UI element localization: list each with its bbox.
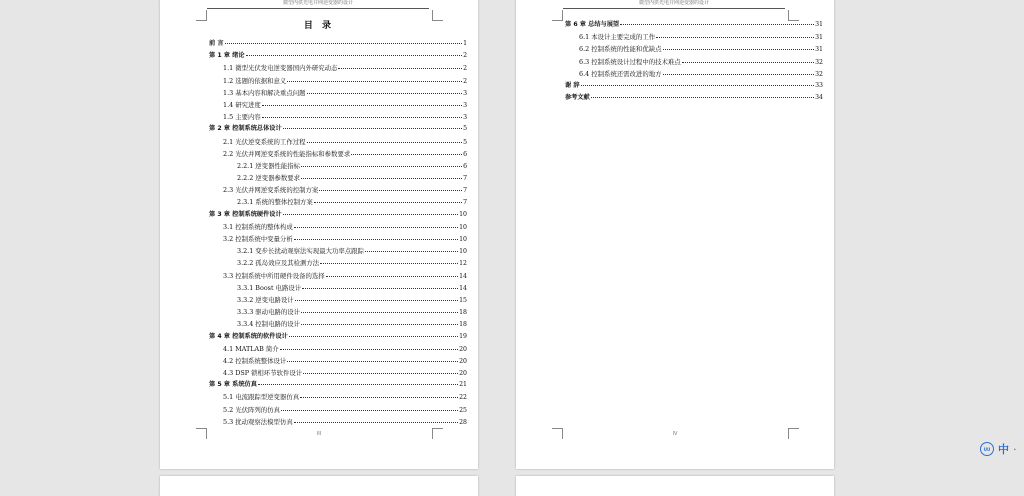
toc-entry-page: 5 bbox=[463, 125, 467, 133]
toc-entry[interactable] bbox=[209, 123, 467, 135]
toc-entry[interactable] bbox=[209, 306, 467, 318]
toc-entry[interactable] bbox=[209, 282, 467, 294]
toc-entry-page: 1 bbox=[463, 40, 467, 47]
toc-entry-page: 10 bbox=[459, 236, 467, 243]
toc-entry-page: 33 bbox=[815, 81, 823, 89]
toc-entry-title: 3.3.1 Boost 电路设计 bbox=[237, 283, 302, 292]
toc-entry-title: 3.1 控制系统的整体构成 bbox=[223, 222, 293, 231]
toc-entry[interactable] bbox=[209, 233, 467, 245]
toc-leader-dots bbox=[301, 172, 462, 179]
toc-entry-page: 18 bbox=[459, 309, 467, 317]
toc-leader-dots bbox=[307, 87, 463, 94]
toc-entry-title: 4.1 MATLAB 简介 bbox=[223, 344, 279, 353]
running-header: 微型内供光电并网逆变器的设计 bbox=[207, 0, 429, 9]
toc-entry-title: 3.2 控制系统中变量分析 bbox=[223, 235, 293, 243]
toc-entry-title: 2.3 光伏并网逆变系统的控制方案 bbox=[223, 186, 319, 195]
toc-entry-title: 6.3 控制系统设计过程中的技术难点 bbox=[579, 57, 681, 66]
toc-entry-page: 25 bbox=[459, 406, 467, 414]
toc-entry[interactable] bbox=[209, 184, 467, 196]
toc-leader-dots bbox=[262, 111, 462, 118]
toc-leader-dots bbox=[283, 208, 458, 215]
toc-entry-page: 6 bbox=[463, 150, 467, 158]
toc-entry-page: 14 bbox=[459, 272, 467, 280]
toc-leader-dots bbox=[289, 330, 458, 337]
toc-leader-dots bbox=[314, 196, 462, 203]
toc-entry-page: 7 bbox=[463, 175, 467, 183]
toc-entry[interactable] bbox=[209, 172, 467, 184]
toc-entry[interactable] bbox=[209, 245, 467, 257]
toc-entry-title: 5.1 电流跟踪型逆变器仿真 bbox=[223, 393, 300, 402]
toc-entry[interactable] bbox=[209, 62, 467, 74]
toc-leader-dots bbox=[303, 367, 458, 374]
toc-leader-dots bbox=[300, 391, 458, 398]
toc-leader-dots bbox=[682, 56, 814, 63]
toc-entry-page: 28 bbox=[459, 418, 467, 426]
toc-entry-title: 第 5 章 系统仿真 bbox=[209, 381, 257, 389]
toc-entry[interactable] bbox=[209, 160, 467, 172]
toc-entry-title: 参考文献 bbox=[565, 94, 590, 102]
crop-mark bbox=[552, 10, 563, 21]
toc-entry-page: 20 bbox=[459, 345, 467, 353]
toc-entry-page: 21 bbox=[459, 381, 467, 389]
toc-entry[interactable] bbox=[209, 87, 467, 99]
toc-entry-page: 7 bbox=[463, 187, 467, 195]
toc-leader-dots bbox=[365, 245, 458, 252]
toc-entry-title: 2.1 光伏逆变系统的工作过程 bbox=[223, 137, 306, 146]
translate-badge-icon[interactable]: UU bbox=[980, 442, 994, 456]
toc-entry[interactable] bbox=[209, 99, 467, 111]
toc-entry-page: 15 bbox=[459, 296, 467, 304]
toc-entry-page: 31 bbox=[815, 46, 823, 54]
toc-entry[interactable] bbox=[209, 404, 467, 416]
toc-entry-page: 7 bbox=[463, 199, 467, 207]
toc-entry[interactable] bbox=[209, 221, 467, 233]
toc-entry[interactable] bbox=[209, 416, 467, 428]
toc-entry-page: 14 bbox=[459, 284, 467, 292]
toc-entry-title: 4.3 DSP 锁相环节软件设计 bbox=[223, 369, 303, 378]
toc-entry-title: 5.3 扰动观察法模型仿真 bbox=[223, 417, 293, 426]
toc-entry-page: 32 bbox=[815, 70, 823, 78]
toc-leader-dots bbox=[320, 257, 458, 264]
toc-entry[interactable] bbox=[209, 136, 467, 148]
toc-entry-page: 31 bbox=[815, 21, 823, 28]
toc-entry-page: 20 bbox=[459, 357, 467, 365]
toc-entry-page: 31 bbox=[815, 34, 823, 42]
toc-entry[interactable] bbox=[209, 75, 467, 87]
toc-leader-dots bbox=[656, 31, 814, 38]
toc-entry[interactable] bbox=[209, 50, 467, 62]
toc-entry-title: 4.2 控制系统整体设计 bbox=[223, 356, 287, 365]
toc-entry-page: 20 bbox=[459, 370, 467, 378]
toc-entry[interactable] bbox=[565, 31, 823, 43]
toc-entry-page: 10 bbox=[459, 223, 467, 231]
chinese-language-toggle[interactable]: 中 bbox=[998, 443, 1009, 456]
page-number: IV bbox=[672, 431, 678, 437]
toc-entry-page: 10 bbox=[459, 210, 467, 218]
toc-entry-page: 2 bbox=[463, 77, 467, 85]
toc-entry-title: 2.3.1 系统的整体控制方案 bbox=[237, 198, 313, 207]
toc-leader-dots bbox=[294, 233, 458, 240]
toc-leader-dots bbox=[591, 91, 814, 98]
toc-entry[interactable] bbox=[209, 391, 467, 403]
toc-entry-title: 6.4 控制系统还需改进的地方 bbox=[579, 69, 662, 78]
toc-entry-title: 3.3.2 逆变电路设计 bbox=[237, 295, 294, 304]
toc-leader-dots bbox=[302, 282, 458, 289]
running-header: 微型内供光电并网逆变器的设计 bbox=[563, 0, 785, 9]
toc-leader-dots bbox=[294, 416, 458, 423]
toc-entry[interactable] bbox=[209, 379, 467, 391]
toc-leader-dots bbox=[280, 343, 458, 350]
toc-entry-title: 第 6 章 总结与展望 bbox=[565, 21, 620, 28]
document-page-4 bbox=[516, 0, 834, 469]
more-options-icon[interactable]: · bbox=[1013, 442, 1017, 456]
toc-leader-dots bbox=[620, 18, 814, 25]
toc-leader-dots bbox=[281, 404, 458, 411]
table-of-contents bbox=[209, 38, 467, 428]
toc-entry-page: 3 bbox=[463, 101, 467, 109]
toc-leader-dots bbox=[294, 221, 458, 228]
toc-leader-dots bbox=[663, 43, 815, 50]
toc-leader-dots bbox=[301, 318, 458, 325]
toc-entry-title: 3.3.3 驱动电路的设计 bbox=[237, 308, 301, 317]
toc-entry-title: 第 2 章 控制系统总体设计 bbox=[209, 125, 282, 133]
toc-entry[interactable] bbox=[209, 148, 467, 160]
toc-leader-dots bbox=[338, 62, 462, 69]
toc-entry-title: 3.3.4 控制电路的设计 bbox=[237, 320, 301, 329]
toc-entry-page: 18 bbox=[459, 321, 467, 329]
toc-entry-title: 1.3 基本内容和解决重点问题 bbox=[223, 88, 306, 97]
toc-entry[interactable] bbox=[209, 270, 467, 282]
toc-leader-dots bbox=[307, 136, 463, 143]
toc-leader-dots bbox=[287, 355, 458, 362]
toc-entry-title: 第 1 章 绪论 bbox=[209, 52, 245, 60]
toc-title: 目 录 bbox=[303, 21, 335, 31]
toc-leader-dots bbox=[301, 160, 462, 167]
toc-entry-title: 3.3 控制系统中所用硬件设备的选择 bbox=[223, 271, 325, 280]
toc-leader-dots bbox=[581, 79, 815, 86]
toc-entry[interactable] bbox=[565, 43, 823, 55]
toc-entry[interactable] bbox=[209, 257, 467, 269]
toc-entry-page: 3 bbox=[463, 89, 467, 97]
toc-entry-title: 6.2 控制系统的性能和优缺点 bbox=[579, 45, 662, 54]
toc-entry-title: 1.4 研究进度 bbox=[223, 100, 261, 109]
toc-entry-title: 前 言 bbox=[209, 40, 224, 47]
toc-entry-title: 3.2.1 变步长扰动观察法实现最大功率点跟踪 bbox=[237, 247, 364, 256]
toc-entry[interactable] bbox=[209, 331, 467, 343]
toc-entry-title: 3.2.2 孤岛效应及其检测方法 bbox=[237, 259, 320, 268]
toc-entry[interactable] bbox=[565, 92, 823, 104]
toc-entry-title: 2.2 光伏并网逆变系统的性能指标和参数要求 bbox=[223, 149, 351, 158]
toc-entry-title: 第 4 章 控制系统的软件设计 bbox=[209, 332, 288, 340]
toc-entry-page: 3 bbox=[463, 114, 467, 122]
toc-leader-dots bbox=[663, 68, 815, 75]
toc-leader-dots bbox=[225, 37, 463, 44]
toc-entry[interactable] bbox=[209, 343, 467, 355]
toc-entry[interactable] bbox=[565, 56, 823, 68]
toc-entry-page: 32 bbox=[815, 58, 823, 66]
toc-entry-page: 2 bbox=[463, 52, 467, 60]
toc-entry[interactable] bbox=[209, 355, 467, 367]
toc-entry-title: 第 3 章 控制系统硬件设计 bbox=[209, 210, 282, 218]
toc-entry[interactable] bbox=[209, 209, 467, 221]
toc-leader-dots bbox=[258, 378, 458, 385]
toc-entry-title: 2.2.1 逆变器性能指标 bbox=[237, 161, 301, 170]
toc-entry-page: 34 bbox=[815, 94, 823, 102]
toc-leader-dots bbox=[351, 148, 462, 155]
document-page-3 bbox=[160, 0, 478, 469]
toc-leader-dots bbox=[319, 184, 462, 191]
toc-leader-dots bbox=[283, 122, 462, 129]
toc-entry-page: 12 bbox=[459, 260, 467, 268]
toc-leader-dots bbox=[262, 99, 462, 106]
language-widget[interactable] bbox=[980, 441, 1017, 457]
toc-entry-title: 1.1 微型光伏发电逆变器国内外研究动态 bbox=[223, 64, 338, 73]
toc-leader-dots bbox=[295, 294, 458, 301]
page-number: III bbox=[316, 431, 322, 437]
table-of-contents-continued bbox=[565, 19, 823, 104]
document-page-6 bbox=[516, 476, 834, 496]
toc-entry-title: 1.5 主要内容 bbox=[223, 113, 261, 122]
toc-entry-title: 6.1 本设计主要完成的工作 bbox=[579, 33, 656, 42]
toc-entry-page: 2 bbox=[463, 65, 467, 73]
toc-entry-title: 谢 辞 bbox=[565, 81, 580, 89]
toc-leader-dots bbox=[287, 75, 462, 82]
toc-entry-title: 1.2 选题的依据和意义 bbox=[223, 76, 287, 85]
toc-entry-title: 2.2.2 逆变器参数要求 bbox=[237, 174, 301, 183]
toc-leader-dots bbox=[246, 49, 463, 56]
document-page-5 bbox=[160, 476, 478, 496]
toc-entry-page: 5 bbox=[463, 138, 467, 146]
toc-entry-page: 10 bbox=[459, 248, 467, 256]
toc-leader-dots bbox=[301, 306, 458, 313]
toc-entry-page: 22 bbox=[459, 394, 467, 402]
toc-entry-page: 6 bbox=[463, 162, 467, 170]
toc-entry[interactable] bbox=[565, 19, 823, 31]
toc-entry-page: 19 bbox=[459, 332, 467, 340]
toc-entry[interactable] bbox=[209, 294, 467, 306]
toc-leader-dots bbox=[326, 270, 458, 277]
toc-entry-title: 5.2 光伏阵列的仿真 bbox=[223, 405, 280, 414]
